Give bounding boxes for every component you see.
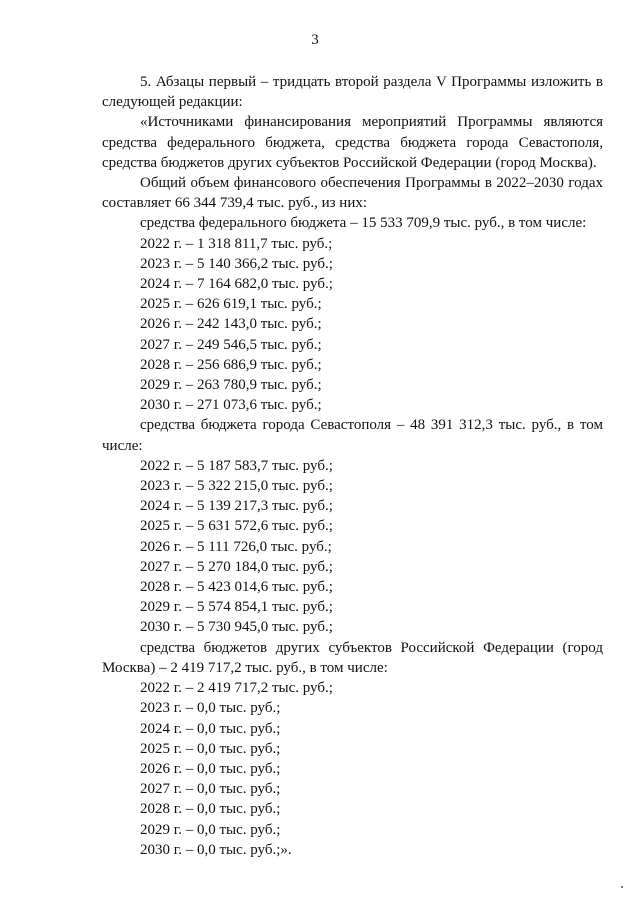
financing-sources-paragraph: «Источниками финансирования мероприятий Программы являются средства федерального бюджета, средства бюджета города Севастополя, средства бюджетов других субъектов Российской Федерации (город Москва). bbox=[102, 114, 603, 171]
list-item: 2027 г. – 249 546,5 тыс. руб.; bbox=[140, 336, 322, 353]
list-item: 2027 г. – 5 270 184,0 тыс. руб.; bbox=[140, 558, 333, 575]
list-item: 2025 г. – 626 619,1 тыс. руб.; bbox=[140, 296, 322, 313]
list-item: 2024 г. – 0,0 тыс. руб.; bbox=[140, 720, 281, 737]
page-number: 3 bbox=[311, 32, 319, 48]
list-item: 2030 г. – 5 730 945,0 тыс. руб.; bbox=[140, 619, 333, 636]
federal-budget-heading: средства федерального бюджета – 15 533 709,9 тыс. руб., в том числе: bbox=[140, 215, 587, 232]
list-item: 2025 г. – 0,0 тыс. руб.; bbox=[140, 740, 281, 757]
list-item: 2023 г. – 5 140 366,2 тыс. руб.; bbox=[140, 255, 333, 272]
sevastopol-budget-list bbox=[102, 456, 603, 638]
moscow-budget-list bbox=[102, 678, 603, 860]
list-item: 2030 г. – 271 073,6 тыс. руб.; bbox=[140, 397, 322, 414]
total-financing-paragraph: Общий объем финансового обеспечения Программы в 2022–2030 годах составляет 66 344 739,4 тыс. руб., из них: bbox=[102, 175, 603, 212]
list-item: 2026 г. – 0,0 тыс. руб.; bbox=[140, 760, 281, 777]
list-item: 2029 г. – 5 574 854,1 тыс. руб.; bbox=[140, 599, 333, 616]
list-item: 2026 г. – 5 111 726,0 тыс. руб.; bbox=[140, 538, 332, 555]
list-item: 2025 г. – 5 631 572,6 тыс. руб.; bbox=[140, 518, 333, 535]
list-item: 2029 г. – 0,0 тыс. руб.; bbox=[140, 821, 281, 838]
amendment-instruction: 5. Абзацы первый – тридцать второй раздела V Программы изложить в следующей редакции: bbox=[102, 74, 603, 111]
list-item: 2023 г. – 0,0 тыс. руб.; bbox=[140, 700, 281, 717]
moscow-budget-heading: средства бюджетов других субъектов Российской Федерации (город Москва) – 2 419 717,2 тыс. руб., в том числе: bbox=[102, 639, 603, 676]
list-item: 2023 г. – 5 322 215,0 тыс. руб.; bbox=[140, 478, 333, 495]
list-item: 2022 г. – 1 318 811,7 тыс. руб.; bbox=[140, 235, 333, 252]
list-item: 2026 г. – 242 143,0 тыс. руб.; bbox=[140, 316, 322, 333]
list-item: 2024 г. – 7 164 682,0 тыс. руб.; bbox=[140, 276, 333, 293]
list-item: 2022 г. – 5 187 583,7 тыс. руб.; bbox=[140, 457, 333, 474]
list-item: 2028 г. – 5 423 014,6 тыс. руб.; bbox=[140, 579, 333, 596]
list-item: 2028 г. – 0,0 тыс. руб.; bbox=[140, 801, 281, 818]
scan-speck bbox=[621, 886, 623, 888]
federal-budget-list bbox=[102, 234, 603, 416]
list-item: 2029 г. – 263 780,9 тыс. руб.; bbox=[140, 377, 322, 394]
document-body bbox=[102, 72, 603, 860]
list-item: 2024 г. – 5 139 217,3 тыс. руб.; bbox=[140, 498, 333, 515]
sevastopol-budget-heading: средства бюджета города Севастополя – 48 391 312,3 тыс. руб., в том числе: bbox=[102, 417, 603, 454]
list-item: 2028 г. – 256 686,9 тыс. руб.; bbox=[140, 356, 322, 373]
list-item: 2022 г. – 2 419 717,2 тыс. руб.; bbox=[140, 680, 333, 697]
list-item: 2027 г. – 0,0 тыс. руб.; bbox=[140, 781, 281, 798]
list-item: 2030 г. – 0,0 тыс. руб.;». bbox=[140, 841, 292, 858]
